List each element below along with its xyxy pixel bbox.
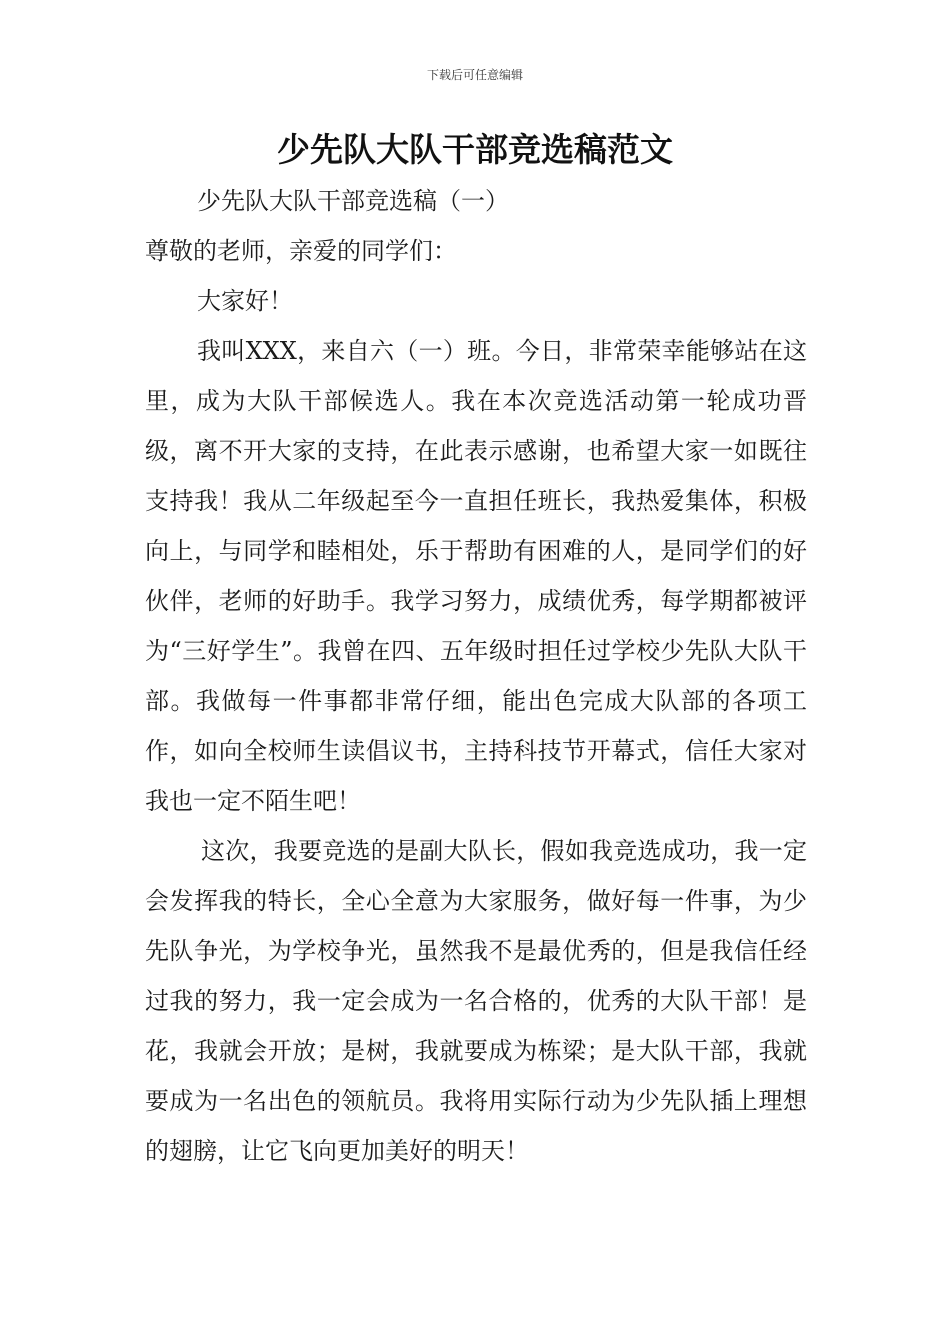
document-title: 少先队大队干部竞选稿范文 (277, 130, 673, 169)
document-subtitle: 少先队大队干部竞选稿（一） (197, 187, 509, 215)
greeting: 大家好！ (197, 287, 293, 315)
header-note: 下载后可任意编辑 (426, 68, 523, 82)
paragraph-introduction: 我叫XXX，来自六（一）班。今日，非常荣幸能够站在这里，成为大队干部候选人。我在本次竞选活动第一轮成功晋级，离不开大家的支持，在此表示感谢，也希望大家一如既往支持我！我从二年级起至今一直担任班长，我热爱集体，积极向上，与同学和睦相处，乐于帮助有困难的人，是同学们的好伙伴，老师的好助手。我学习努力，成绩优秀，每学期都被评为“三好学生”。我曾在四、五年级时担任过学校少先队大队干部。我做每一件事都非常仔细，能出色完成大队部的各项工作，如向全校师生读倡议书，主持科技节开幕式，信任大家对我也一定不陌生吧！ (145, 337, 807, 815)
salutation: 尊敬的老师，亲爱的同学们： (145, 237, 457, 265)
document-body (145, 176, 807, 1176)
paragraph-pledge: 这次，我要竞选的是副大队长，假如我竞选成功，我一定会发挥我的特长，全心全意为大家服务，做好每一件事，为少先队争光，为学校争光，虽然我不是最优秀的，但是我信任经过我的努力，我一定会成为一名合格的，优秀的大队干部！是花，我就会开放；是树，我就要成为栋梁；是大队干部，我就要成为一名出色的领航员。我将用实际行动为少先队插上理想的翅膀，让它飞向更加美好的明天！ (145, 837, 807, 1165)
